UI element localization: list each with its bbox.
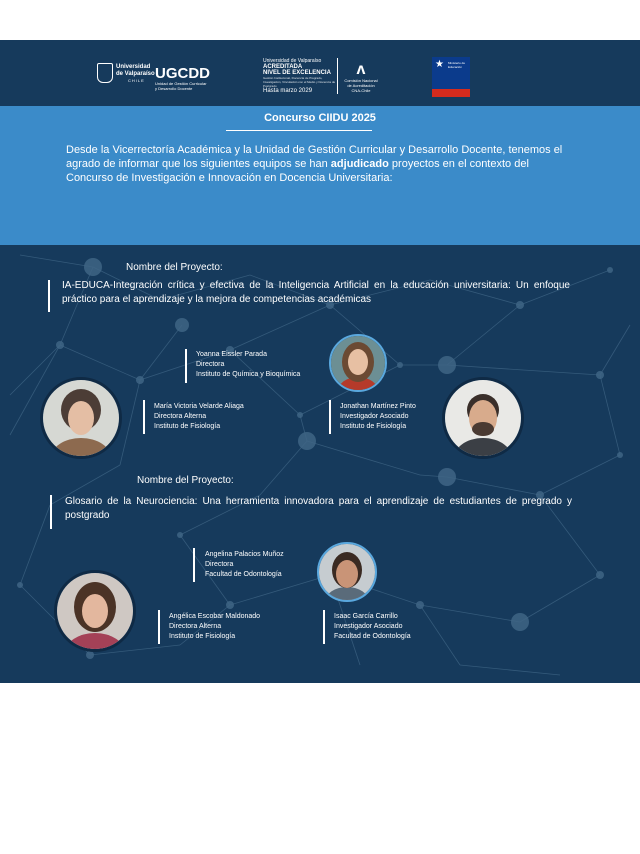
- ugcdd-line2: y Desarrollo Docente: [155, 86, 193, 91]
- ugcdd-title: UGCDD: [155, 65, 210, 82]
- project-2-title: Glosario de la Neurociencia: Una herramienta innovadora para el aprendizaje de estudiantes de pregrado y postgrado: [65, 496, 572, 521]
- member-line: [193, 548, 195, 582]
- member-line: [323, 610, 325, 644]
- member-line: [185, 349, 187, 383]
- gobierno-red-stripe: [432, 89, 470, 97]
- project-1-member-1: [196, 350, 300, 380]
- member-unit: Instituto de Química y Bioquímica: [196, 371, 301, 378]
- project-1-member-3: [340, 402, 416, 432]
- accreditation-line1: Universidad de Valparaíso: [263, 58, 322, 64]
- member-unit: Facultad de Odontología: [334, 633, 411, 640]
- project-2-bar: [50, 495, 52, 529]
- member-photo: [329, 334, 387, 392]
- contest-title-underline: [226, 130, 372, 131]
- intro-paragraph: [66, 143, 576, 185]
- accreditation-line4: Hasta marzo 2029: [263, 88, 313, 94]
- uv-logo-line3: CHILE: [128, 77, 145, 83]
- member-name: María Victoria Velarde Aliaga: [154, 403, 244, 410]
- accreditation-details: Gestión Institucional, Docencia de Pregrado, Investigación, Vinculación con el Medio y Docencia de Postgrado: [263, 76, 336, 88]
- accreditation-badge: [263, 58, 337, 94]
- project-2-member-2: [169, 612, 260, 642]
- uv-logo-line1: Universidad: [116, 63, 151, 70]
- project-1-title: IA-EDUCA-Integración crítica y efectiva de la Inteligencia Artificial en la educación universitaria: Un enfoque práctico para el aprendizaje y la mejora de competencias académicas: [62, 280, 570, 305]
- member-role: Directora Alterna: [154, 413, 207, 420]
- cna-mark-icon: ʌ: [356, 61, 366, 78]
- intro-text-bold: adjudicado: [330, 158, 389, 170]
- member-name: Angélica Escobar Maldonado: [169, 613, 261, 620]
- project-2-label: Nombre del Proyecto:: [137, 475, 234, 486]
- uv-crest-icon: [97, 63, 113, 83]
- member-unit: Instituto de Fisiología: [340, 423, 407, 430]
- intro-text-after: proyectos en el contexto del Concurso de Investigación e Innovación en Docencia Universitaria:: [66, 158, 529, 184]
- member-role: Directora: [196, 361, 225, 368]
- member-role: Directora: [205, 561, 234, 568]
- projects-section: [0, 245, 640, 683]
- member-unit: Instituto de Fisiología: [154, 423, 221, 430]
- member-role: Investigador Asociado: [340, 413, 409, 420]
- cna-line2: de Acreditación: [347, 83, 375, 88]
- project-1-label: Nombre del Proyecto:: [126, 262, 223, 273]
- project-1-bar: [48, 280, 50, 312]
- project-2-member-1: [205, 550, 284, 580]
- accreditation-line2: ACREDITADA: [263, 64, 303, 70]
- accreditation-divider: [337, 58, 338, 94]
- uv-logo: [97, 63, 155, 83]
- member-photo: [40, 377, 122, 459]
- accreditation-line3: NIVEL DE EXCELENCIA: [263, 70, 331, 76]
- gobierno-line1: Ministerio de: [448, 61, 466, 65]
- member-name: Angelina Palacios Muñoz: [205, 551, 284, 558]
- uv-logo-line2: de Valparaíso: [116, 70, 155, 77]
- ugcdd-logo: [155, 66, 210, 91]
- member-unit: Facultad de Odontología: [205, 571, 282, 578]
- cna-line1: Comisión Nacional: [344, 78, 378, 83]
- member-name: Yoanna Eissler Parada: [196, 351, 267, 358]
- star-icon: ★: [435, 59, 444, 70]
- ugcdd-line1: Unidad de Gestión Curricular: [155, 81, 207, 86]
- member-name: Jonathan Martínez Pinto: [340, 403, 416, 410]
- intro-text-before: Desde la Vicerrectoría Académica y la Unidad de Gestión Curricular y Desarrollo Docente, tenemos el agrado de informar que los siguientes equipos se han: [66, 144, 563, 170]
- contest-title: Concurso CIIDU 2025: [264, 112, 376, 124]
- member-line: [329, 400, 331, 434]
- gobierno-logo: [432, 57, 470, 97]
- member-photo: [442, 377, 524, 459]
- member-line: [158, 610, 160, 644]
- project-2-member-3: [334, 612, 411, 642]
- member-role: Directora Alterna: [169, 623, 222, 630]
- member-name: Isaac García Carrillo: [334, 613, 398, 620]
- gobierno-line2: Educación: [448, 65, 463, 69]
- member-role: Investigador Asociado: [334, 623, 403, 630]
- member-line: [143, 400, 145, 434]
- member-photo: [54, 570, 136, 652]
- cna-logo: [342, 62, 380, 93]
- cna-line3: CNA-Chile: [351, 88, 371, 93]
- project-1-member-2: [154, 402, 244, 432]
- member-unit: Instituto de Fisiología: [169, 633, 236, 640]
- member-photo: [317, 542, 377, 602]
